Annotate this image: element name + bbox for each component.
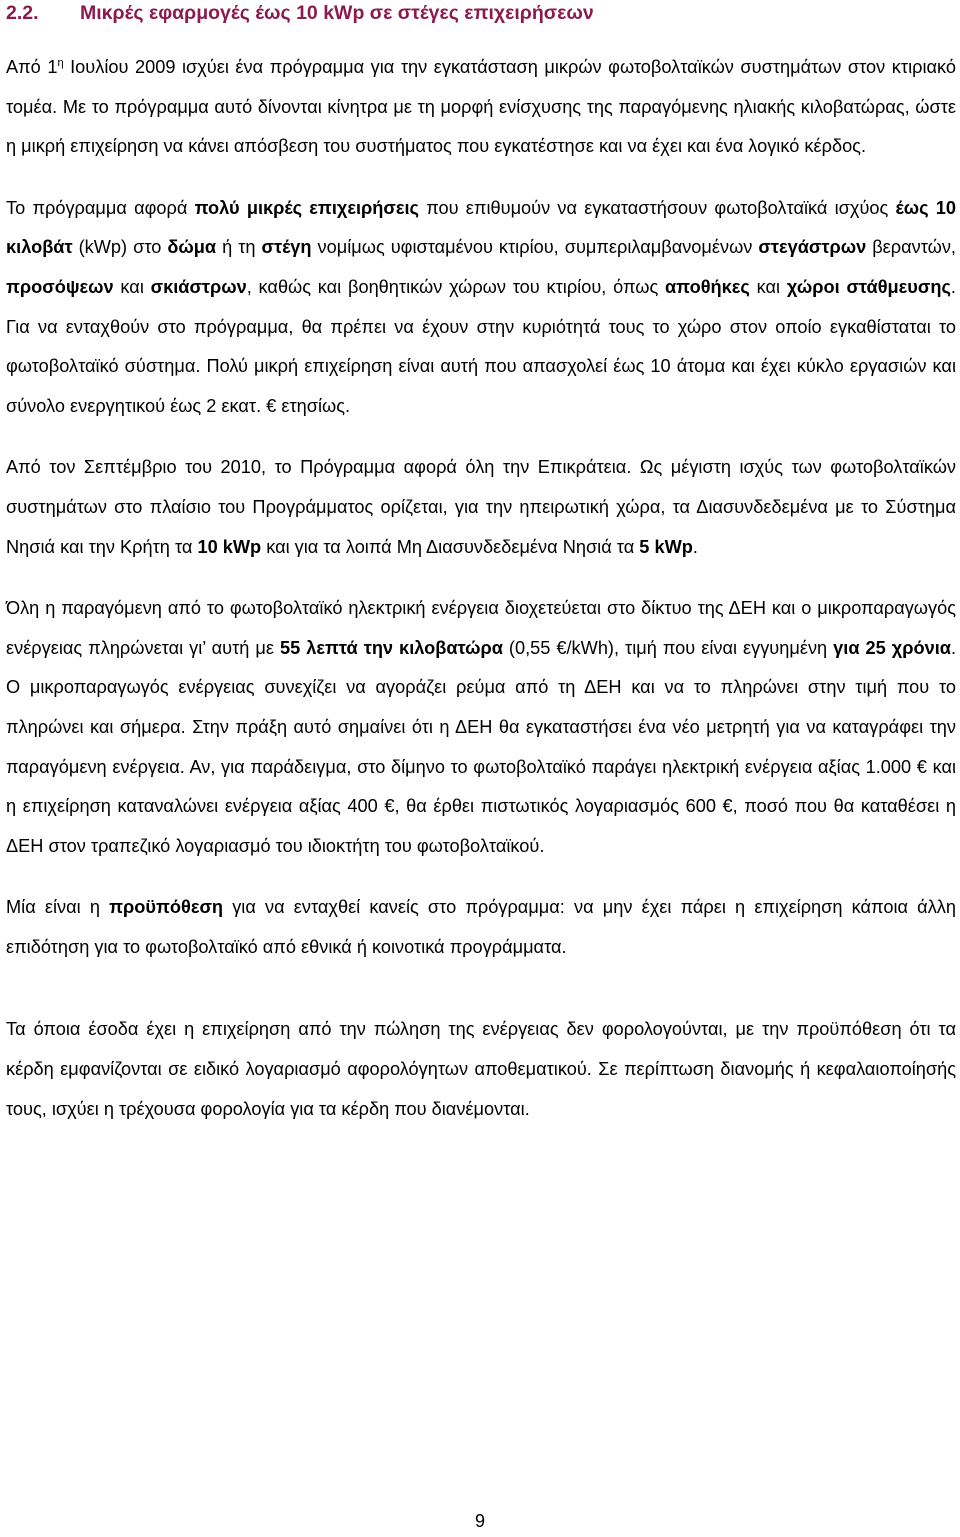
document-body [6, 48, 956, 1129]
paragraph-prerequisite: Μία είναι η προϋπόθεση για να ενταχθεί κανείς στο πρόγραμμα: να μην έχει πάρει η επιχείρηση κάποια άλλη επιδότηση για το φωτοβολταϊκό από εθνικά ή κοινοτικά προγράμματα. [6, 897, 957, 957]
paragraph-payment: Όλη η παραγόμενη από το φωτοβολταϊκό ηλεκτρική ενέργεια διοχετεύεται στο δίκτυο της ΔΕΗ και ο μικροπαραγωγός ενέργειας πληρώνεται γι’ αυτή με 55 λεπτά την κιλοβατώρα (0,55 €/kWh), τιμή που είναι εγγυημένη για 25 χρόνια. Ο μικροπαραγωγός ενέργειας συνεχίζει να αγοράζει ρεύμα από τη ΔΕΗ και να το πληρώνει στην τιμή που το πληρώνει και σήμερα. Στην πράξη αυτό σημαίνει ότι η ΔΕΗ θα εγκαταστήσει ένα νέο μετρητή για να καταγράφει την παραγόμενη ενέργεια. Αν, για παράδειγμα, στο δίμηνο το φωτοβολταϊκό παράγει ηλεκτρική ενέργεια αξίας 1.000 € και η επιχείρηση καταναλώνει ενέργεια αξίας 400 €, θα έρθει πιστωτικός λογαριασμός 600 €, ποσό που θα καταθέσει η ΔΕΗ στον τραπεζικό λογαριασμό του ιδιοκτήτη του φωτοβολταϊκού. [6, 598, 956, 856]
section-number: 2.2. [6, 2, 39, 24]
paragraph-eligibility: Το πρόγραμμα αφορά πολύ μικρές επιχειρήσεις που επιθυμούν να εγκαταστήσουν φωτοβολταϊκά ισχύος έως 10 κιλοβάτ (kWp) στο δώμα ή τη στέγη νομίμως υφισταμένου κτιρίου, συμπεριλαμβανομένων στεγάστρων βεραντών, προσόψεων και σκιάστρων, καθώς και βοηθητικών χώρων του κτιρίου, όπως αποθήκες και χώροι στάθμευσης. Για να ενταχθούν στο πρόγραμμα, θα πρέπει να έχουν στην κυριότητά τους το χώρο στον οποίο εγκαθίσταται το φωτοβολταϊκό σύστημα. Πολύ μικρή επιχείρηση είναι αυτή που απασχολεί έως 10 άτομα και έχει κύκλο εργασιών και σύνολο ενεργητικού έως 2 εκατ. € ετησίως. [6, 197, 956, 416]
page-number: 9 [474, 1511, 485, 1531]
section-title: Μικρές εφαρμογές έως 10 kWp σε στέγες επιχειρήσεων [80, 2, 594, 24]
paragraph-program-intro: Από $1^\eta$ Ιουλίου 2009 ισχύει ένα πρόγραμμα για την εγκατάσταση μικρών φωτοβολταϊκών συστημάτων στον κτιριακό τομέα. Με το πρόγραμμα αυτό δίνονται κίνητρα με τη μορφή ενίσχυσης της παραγόμενης ηλιακής κιλοβατώρας, ώστε η μικρή επιχείρηση να κάνει απόσβεση του συστήματος που εγκατέστησε και να έχει και ένα λογικό κέρδος. [6, 56, 956, 157]
paragraph-tax: Τα όποια έσοδα έχει η επιχείρηση από την πώληση της ενέργειας δεν φορολογούνται, με την προϋπόθεση ότι τα κέρδη εμφανίζονται σε ειδικό λογαριασμό αφορολόγητων αποθεματικού. Σε περίπτωση διανομής ή κεφαλαιοποίησής τους, ισχύει η τρέχουσα φορολογία για τα κέρδη που διανέμονται. [6, 1019, 956, 1119]
section-heading [6, 0, 594, 26]
paragraph-max-power: Από τον Σεπτέμβριο του 2010, το Πρόγραμμα αφορά όλη την Επικράτεια. Ως μέγιστη ισχύς των φωτοβολταϊκών συστημάτων στο πλαίσιο του Προγράμματος ορίζεται, για την ηπειρωτική χώρα, τα Διασυνδεδεμένα με το Σύστημα Νησιά και την Κρήτη τα 10 kWp και για τα λοιπά Μη Διασυνδεδεμένα Νησιά τα 5 kWp. [6, 457, 956, 557]
